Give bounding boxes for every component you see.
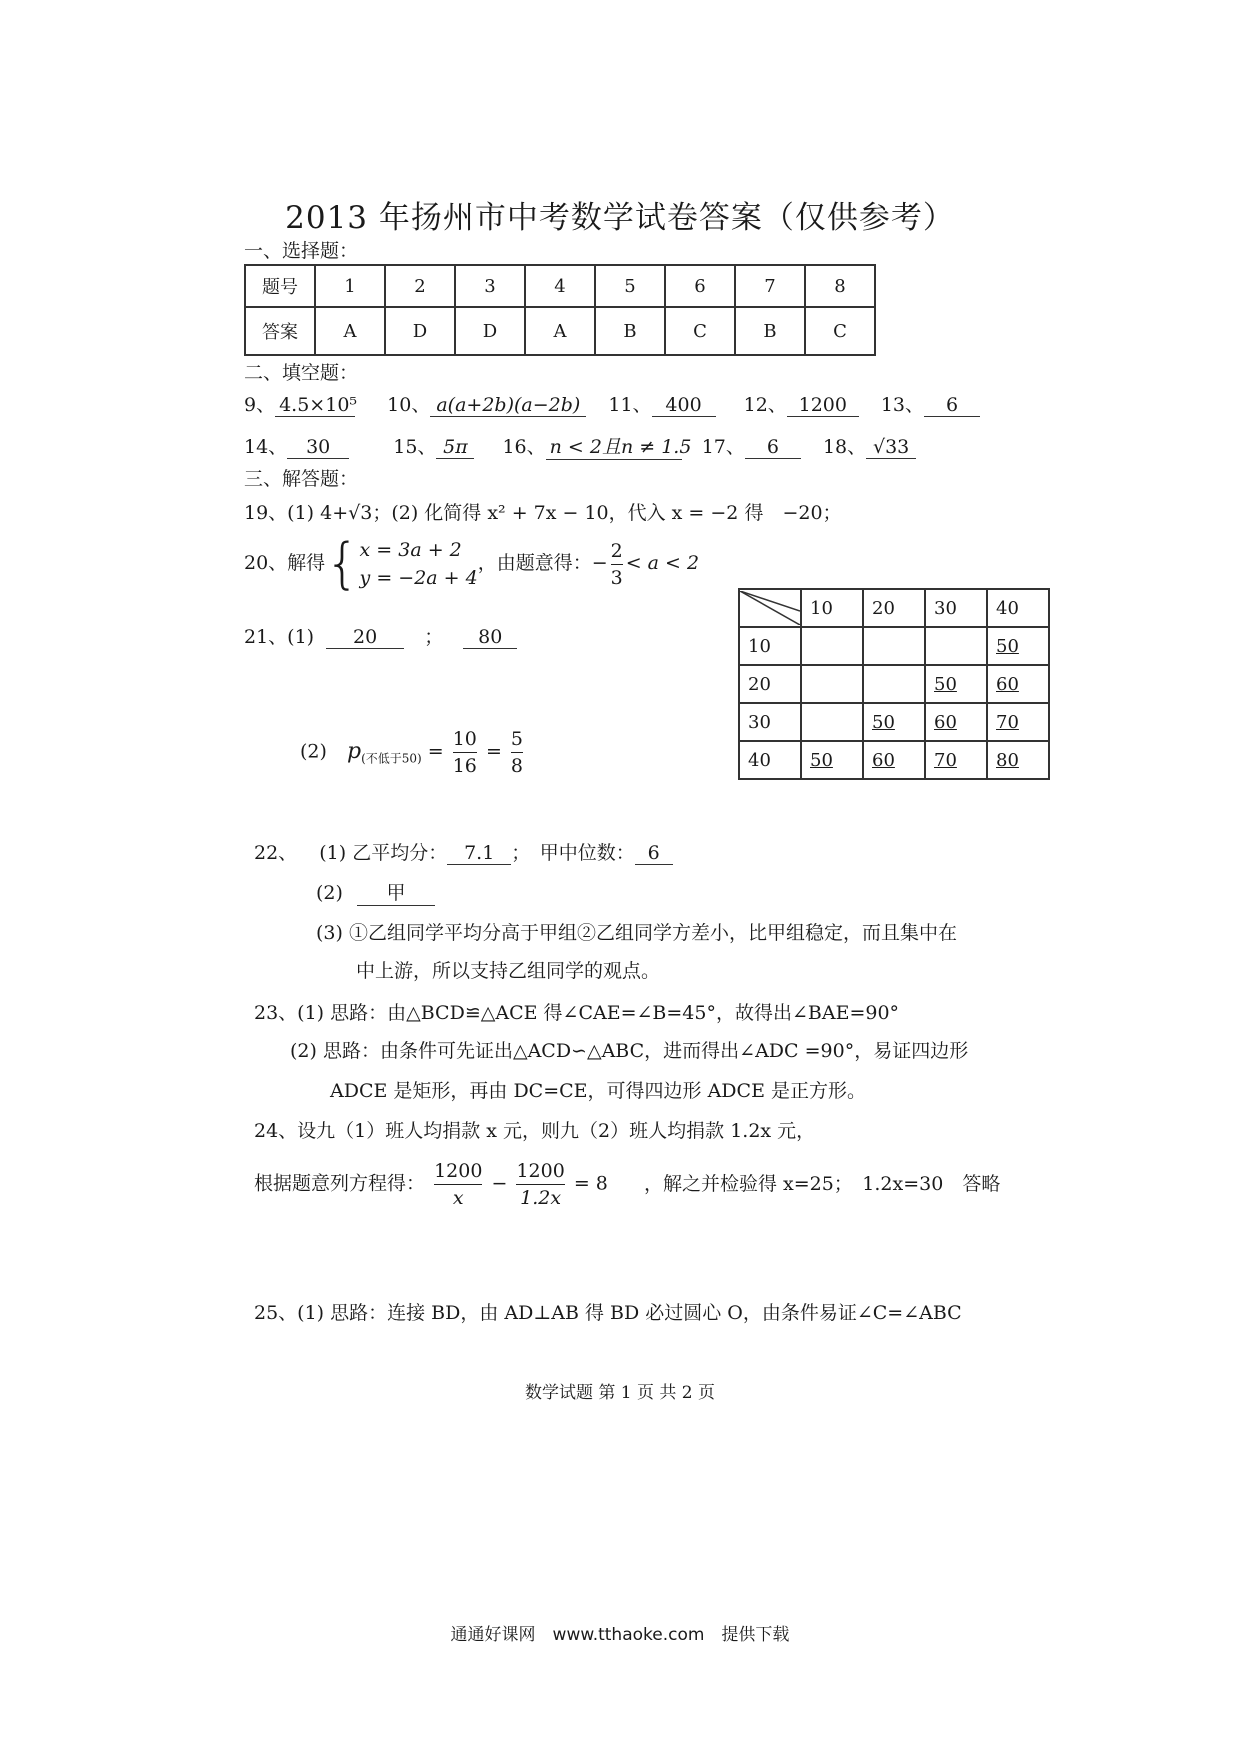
table-cell: 50 [863, 703, 925, 741]
q23-line3: ADCE 是矩形，再由 DC=CE，可得四边形 ADCE 是正方形。 [330, 1080, 866, 1102]
diagonal-lines [740, 591, 800, 625]
table-cell [801, 703, 863, 741]
fraction-numerator: 1200 [434, 1158, 482, 1185]
q22-part3-line1: (3) ①乙组同学平均分高于甲组②乙组同学方差小，比甲组稳定，而且集中在 [316, 922, 957, 944]
q22-part1-prompt-2: ； 甲中位数： [511, 842, 635, 864]
q20-prefix: 20、解得 [244, 552, 326, 574]
sum-table [738, 588, 1050, 780]
header-cell: 10 [801, 589, 863, 627]
choice-answer: A [315, 307, 385, 355]
q22-answer-1: 7.1 [447, 842, 511, 865]
fraction-denominator: 16 [452, 755, 477, 777]
q19-answer: 19、(1) 4+√3；(2) 化简得 x² + 7x − 10，代入 x = −2 得 −20； [244, 502, 842, 524]
table-cell: 50 [925, 665, 987, 703]
table-row [739, 665, 1049, 703]
source-watermark: 通通好课网 www.tthaoke.com 提供下载 [450, 1625, 790, 1645]
q10-label: 10、 [387, 394, 431, 416]
question-number: 7 [735, 265, 805, 307]
choice-answer-table [244, 264, 876, 356]
choice-answer: A [525, 307, 595, 355]
table-cell [863, 665, 925, 703]
q22-part2 [316, 878, 435, 906]
q15-label: 15、 [393, 436, 437, 458]
header-cell: 40 [987, 589, 1049, 627]
header-cell: 30 [925, 589, 987, 627]
choice-answer: B [735, 307, 805, 355]
q22-part1 [254, 838, 673, 865]
table-cell [863, 627, 925, 665]
fraction-denominator: x [452, 1187, 464, 1209]
fraction-numerator: 5 [511, 726, 523, 753]
table-row [739, 627, 1049, 665]
section-choice-heading: 一、选择题： [244, 240, 359, 262]
q9-answer: 4.5×10⁵ [275, 394, 355, 417]
q17-answer: 6 [745, 436, 801, 459]
q22-answer-2: 6 [635, 842, 673, 865]
equals-sign: = [427, 740, 444, 763]
table-cell: 50 [801, 741, 863, 779]
separator: ； [424, 626, 444, 648]
table-cell: 60 [863, 741, 925, 779]
table-cell: 50 [987, 627, 1049, 665]
q15-answer: 5π [436, 436, 474, 459]
question-number: 2 [385, 265, 455, 307]
row-header-cell: 30 [739, 703, 801, 741]
question-number: 4 [525, 265, 595, 307]
q20-answer [244, 532, 700, 595]
q25-line1: 25、(1) 思路：连接 BD，由 AD⊥AB 得 BD 必过圆心 O，由条件易证∠C=∠ABC [254, 1302, 962, 1324]
fill-row-2 [244, 432, 916, 460]
table-row [739, 741, 1049, 779]
q9-label: 9、 [244, 394, 276, 416]
q23-line1: 23、(1) 思路：由△BCD≌△ACE 得∠CAE=∠B=45°，故得出∠BAE=90° [254, 1002, 900, 1024]
choice-answer: B [595, 307, 665, 355]
choice-answer: D [455, 307, 525, 355]
table-cell: 60 [987, 665, 1049, 703]
fraction-denominator: 1.2x [520, 1187, 562, 1209]
table-cell [801, 627, 863, 665]
minus-sign: − [491, 1172, 508, 1195]
fraction [516, 1158, 564, 1211]
q24-result: ，解之并检验得 x=25； 1.2x=30 答略 [643, 1172, 1001, 1195]
q11-answer: 400 [652, 394, 716, 417]
q22-answer-3: 甲 [357, 878, 435, 906]
q14-label: 14、 [244, 436, 288, 458]
question-number: 3 [455, 265, 525, 307]
q22-part2-label: (2) [316, 882, 343, 904]
q21-label: 21、(1) [244, 626, 315, 648]
brace-symbol: { [325, 532, 360, 595]
q18-answer: √33 [866, 436, 916, 459]
equation-system [360, 536, 478, 592]
q24-prefix: 根据题意列方程得： [254, 1172, 426, 1195]
fraction-denominator: 8 [510, 755, 524, 777]
q14-answer: 30 [287, 436, 349, 459]
q12-answer: 1200 [787, 394, 859, 417]
fill-row-1 [244, 390, 980, 417]
question-number: 8 [805, 265, 875, 307]
q21-part2 [300, 726, 526, 779]
table-cell [801, 665, 863, 703]
corner-cell [739, 589, 801, 627]
section-solve-heading: 三、解答题： [244, 468, 359, 490]
question-number: 5 [595, 265, 665, 307]
equals-sign: = [485, 740, 502, 763]
fraction-numerator: 2 [611, 538, 623, 565]
q13-answer: 6 [924, 394, 980, 417]
q16-label: 16、 [502, 436, 546, 458]
table-cell: 70 [925, 741, 987, 779]
header-cell: 20 [863, 589, 925, 627]
table-row [739, 703, 1049, 741]
q18-label: 18、 [822, 436, 867, 458]
q23-line2: (2) 思路：由条件可先证出△ACD∽△ABC，进而得出∠ADC =90°，易证四边形 [290, 1040, 969, 1062]
q21-part2-label: (2) [300, 740, 327, 763]
q21-part1 [244, 622, 517, 649]
q20-inequality: < a < 2 [625, 552, 700, 574]
choice-answer: C [665, 307, 735, 355]
row-header-cell: 40 [739, 741, 801, 779]
row-label: 题号 [245, 265, 315, 307]
fraction-numerator: 1200 [516, 1158, 564, 1185]
table-row [245, 307, 875, 355]
choice-answer: C [805, 307, 875, 355]
q24-equation [254, 1158, 1000, 1211]
table-cell: 80 [987, 741, 1049, 779]
q17-label: 17、 [701, 436, 745, 458]
row-header-cell: 20 [739, 665, 801, 703]
table-row [245, 265, 875, 307]
q22-label: 22、 [254, 842, 298, 864]
probability-symbol: p [346, 738, 362, 764]
fraction [434, 1158, 482, 1211]
q21-answer-1: 20 [326, 626, 404, 649]
fraction [453, 726, 477, 779]
q22-part3-line2: 中上游，所以支持乙组同学的观点。 [356, 960, 661, 982]
q11-label: 11、 [608, 394, 652, 416]
question-number: 1 [315, 265, 385, 307]
equation-2: y = −2a + 4 [359, 567, 478, 589]
q16-answer: n < 2且n ≠ 1.5 [546, 432, 682, 460]
q22-part1-prompt: (1) 乙平均分： [319, 842, 448, 864]
row-label: 答案 [245, 307, 315, 355]
row-header-cell: 10 [739, 627, 801, 665]
fraction [611, 538, 623, 591]
q10-answer: a(a+2b)(a−2b) [430, 394, 586, 417]
table-row [739, 589, 1049, 627]
fraction [511, 726, 523, 779]
fraction-denominator: 3 [610, 566, 623, 589]
q24-line1: 24、设九（1）班人均捐款 x 元，则九（2）班人均捐款 1.2x 元， [254, 1120, 816, 1142]
q21-answer-2: 80 [463, 626, 517, 649]
fraction-numerator: 10 [453, 726, 477, 753]
q20-mid: ，由题意得：− [477, 552, 608, 574]
q13-label: 13、 [880, 394, 925, 416]
section-fill-heading: 二、填空题： [244, 362, 359, 384]
equation-1: x = 3a + 2 [359, 539, 462, 561]
page-footer: 数学试题 第 1 页 共 2 页 [524, 1383, 716, 1403]
page-title: 2013 年扬州市中考数学试卷答案（仅供参考） [285, 200, 955, 236]
q12-label: 12、 [743, 394, 787, 416]
table-cell: 60 [925, 703, 987, 741]
table-cell [925, 627, 987, 665]
equals-sign: = 8 [573, 1172, 608, 1195]
table-cell: 70 [987, 703, 1049, 741]
choice-answer: D [385, 307, 455, 355]
probability-subscript: (不低于50) [361, 751, 422, 766]
question-number: 6 [665, 265, 735, 307]
